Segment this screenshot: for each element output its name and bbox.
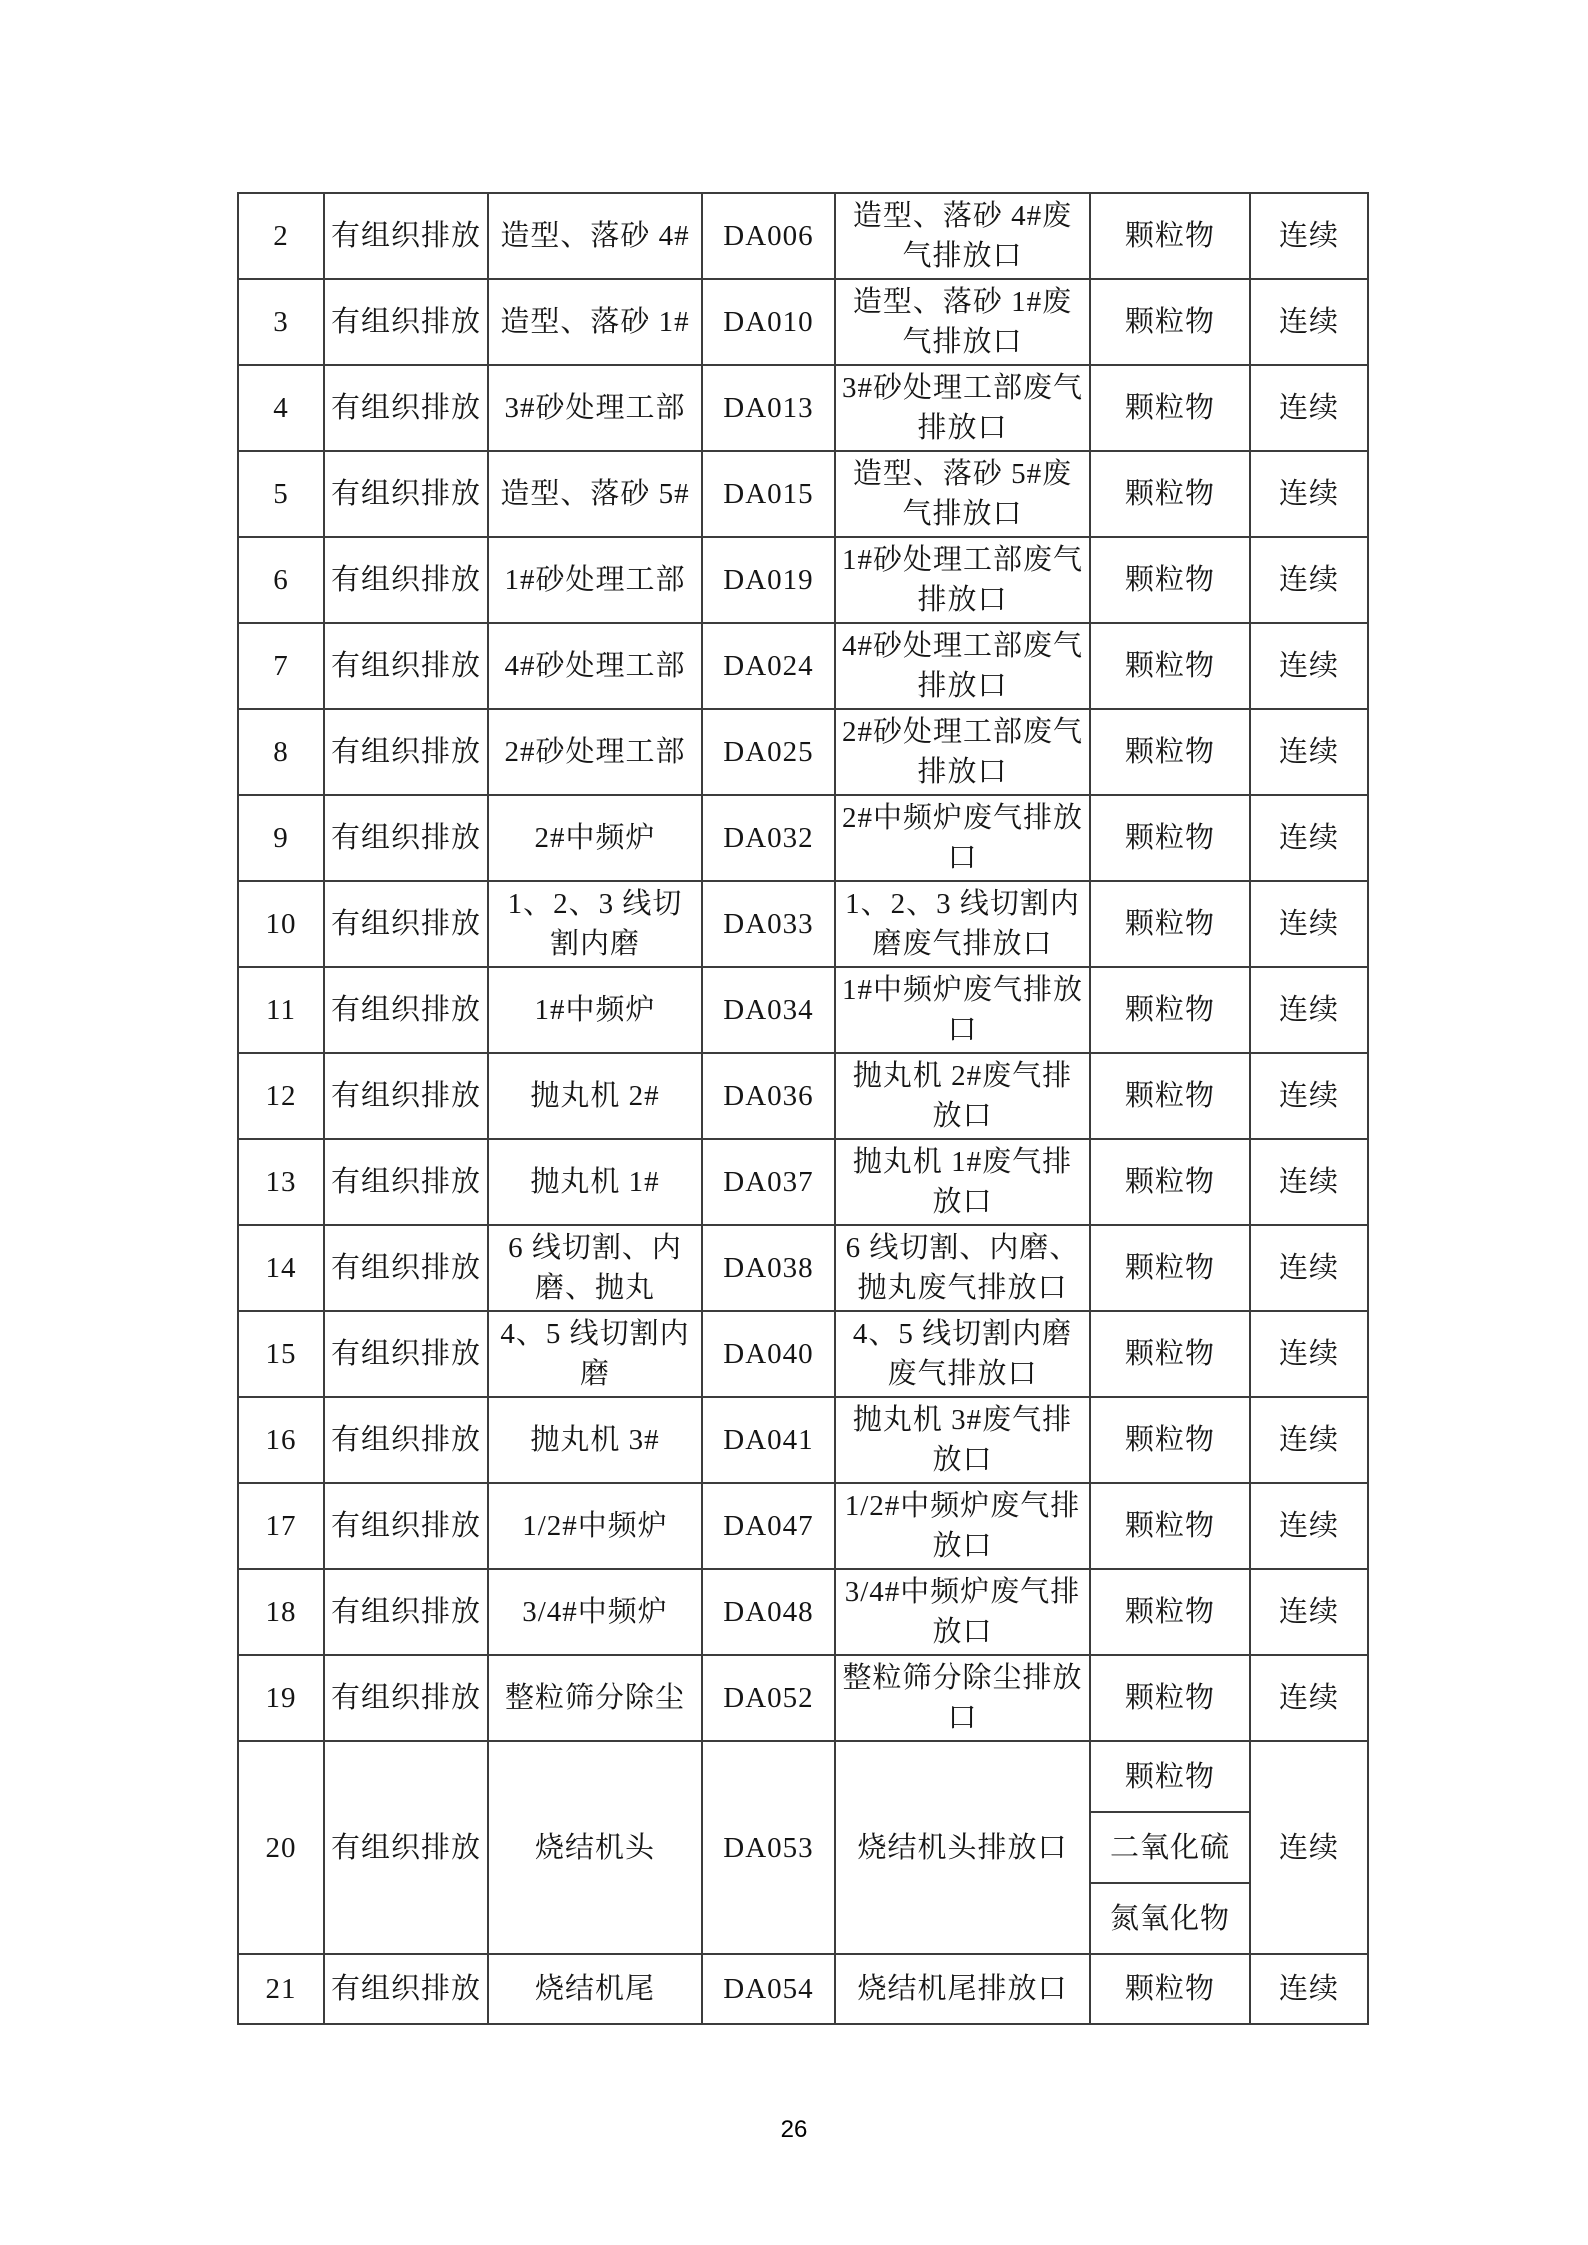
cell-outlet-code: DA019 <box>702 537 835 623</box>
cell-source-name: 4、5 线切割内磨 <box>488 1311 702 1397</box>
cell-outlet-code: DA025 <box>702 709 835 795</box>
cell-source-name: 2#砂处理工部 <box>488 709 702 795</box>
cell-monitor-frequency: 连续 <box>1250 1483 1368 1569</box>
cell-emission-type: 有组织排放 <box>324 451 488 537</box>
cell-monitor-frequency: 连续 <box>1250 193 1368 279</box>
cell-emission-type: 有组织排放 <box>324 279 488 365</box>
cell-source-name: 抛丸机 1# <box>488 1139 702 1225</box>
cell-row-no: 18 <box>238 1569 324 1655</box>
cell-pollutant: 氮氧化物 <box>1090 1883 1250 1954</box>
cell-source-name: 3#砂处理工部 <box>488 365 702 451</box>
cell-outlet-name: 1#中频炉废气排放口 <box>835 967 1090 1053</box>
cell-row-no: 21 <box>238 1954 324 2024</box>
cell-emission-type: 有组织排放 <box>324 1053 488 1139</box>
cell-pollutant: 颗粒物 <box>1090 451 1250 537</box>
table-row <box>238 709 1368 795</box>
cell-source-name: 烧结机尾 <box>488 1954 702 2024</box>
page-number: 26 <box>780 2116 808 2143</box>
cell-emission-type: 有组织排放 <box>324 1225 488 1311</box>
table-row <box>238 967 1368 1053</box>
table-row <box>238 451 1368 537</box>
cell-monitor-frequency: 连续 <box>1250 365 1368 451</box>
cell-monitor-frequency: 连续 <box>1250 967 1368 1053</box>
cell-pollutant: 颗粒物 <box>1090 1397 1250 1483</box>
cell-source-name: 烧结机头 <box>488 1741 702 1954</box>
cell-emission-type: 有组织排放 <box>324 193 488 279</box>
cell-outlet-name: 4、5 线切割内磨废气排放口 <box>835 1311 1090 1397</box>
cell-monitor-frequency: 连续 <box>1250 1139 1368 1225</box>
cell-source-name: 造型、落砂 1# <box>488 279 702 365</box>
cell-row-no: 6 <box>238 537 324 623</box>
cell-outlet-name: 1#砂处理工部废气排放口 <box>835 537 1090 623</box>
cell-monitor-frequency: 连续 <box>1250 1225 1368 1311</box>
cell-outlet-code: DA015 <box>702 451 835 537</box>
cell-emission-type: 有组织排放 <box>324 365 488 451</box>
cell-row-no: 8 <box>238 709 324 795</box>
cell-outlet-name: 2#中频炉废气排放口 <box>835 795 1090 881</box>
cell-emission-type: 有组织排放 <box>324 1569 488 1655</box>
emission-outlets-table <box>237 192 1369 2025</box>
cell-pollutant: 颗粒物 <box>1090 1954 1250 2024</box>
cell-row-no: 15 <box>238 1311 324 1397</box>
cell-monitor-frequency: 连续 <box>1250 1954 1368 2024</box>
table-row <box>238 1311 1368 1397</box>
cell-emission-type: 有组织排放 <box>324 1311 488 1397</box>
cell-pollutant: 颗粒物 <box>1090 1655 1250 1741</box>
cell-outlet-name: 整粒筛分除尘排放口 <box>835 1655 1090 1741</box>
cell-outlet-code: DA032 <box>702 795 835 881</box>
cell-source-name: 1/2#中频炉 <box>488 1483 702 1569</box>
cell-row-no: 14 <box>238 1225 324 1311</box>
cell-row-no: 19 <box>238 1655 324 1741</box>
cell-pollutant: 颗粒物 <box>1090 881 1250 967</box>
cell-monitor-frequency: 连续 <box>1250 1053 1368 1139</box>
cell-source-name: 整粒筛分除尘 <box>488 1655 702 1741</box>
cell-pollutant: 颗粒物 <box>1090 967 1250 1053</box>
cell-row-no: 5 <box>238 451 324 537</box>
cell-monitor-frequency: 连续 <box>1250 1655 1368 1741</box>
cell-pollutant: 颗粒物 <box>1090 193 1250 279</box>
cell-outlet-name: 1/2#中频炉废气排放口 <box>835 1483 1090 1569</box>
cell-monitor-frequency: 连续 <box>1250 1741 1368 1954</box>
cell-pollutant: 颗粒物 <box>1090 1483 1250 1569</box>
cell-source-name: 抛丸机 2# <box>488 1053 702 1139</box>
table-row <box>238 365 1368 451</box>
cell-source-name: 抛丸机 3# <box>488 1397 702 1483</box>
cell-outlet-name: 1、2、3 线切割内磨废气排放口 <box>835 881 1090 967</box>
cell-pollutant: 颗粒物 <box>1090 1139 1250 1225</box>
cell-row-no: 13 <box>238 1139 324 1225</box>
cell-emission-type: 有组织排放 <box>324 709 488 795</box>
cell-monitor-frequency: 连续 <box>1250 623 1368 709</box>
cell-monitor-frequency: 连续 <box>1250 537 1368 623</box>
table-row <box>238 795 1368 881</box>
cell-monitor-frequency: 连续 <box>1250 1397 1368 1483</box>
cell-row-no: 2 <box>238 193 324 279</box>
cell-row-no: 4 <box>238 365 324 451</box>
table-row <box>238 1569 1368 1655</box>
cell-outlet-name: 抛丸机 3#废气排放口 <box>835 1397 1090 1483</box>
cell-monitor-frequency: 连续 <box>1250 709 1368 795</box>
cell-pollutant: 颗粒物 <box>1090 1311 1250 1397</box>
cell-emission-type: 有组织排放 <box>324 1139 488 1225</box>
table-row <box>238 881 1368 967</box>
cell-outlet-name: 3#砂处理工部废气排放口 <box>835 365 1090 451</box>
cell-outlet-code: DA047 <box>702 1483 835 1569</box>
cell-emission-type: 有组织排放 <box>324 537 488 623</box>
cell-pollutant: 颗粒物 <box>1090 365 1250 451</box>
table-row <box>238 1139 1368 1225</box>
cell-row-no: 12 <box>238 1053 324 1139</box>
table-row <box>238 1053 1368 1139</box>
cell-row-no: 10 <box>238 881 324 967</box>
cell-pollutant: 颗粒物 <box>1090 1741 1250 1812</box>
cell-emission-type: 有组织排放 <box>324 1741 488 1954</box>
cell-outlet-code: DA036 <box>702 1053 835 1139</box>
cell-outlet-code: DA034 <box>702 967 835 1053</box>
cell-outlet-code: DA013 <box>702 365 835 451</box>
cell-outlet-code: DA038 <box>702 1225 835 1311</box>
cell-pollutant: 颗粒物 <box>1090 279 1250 365</box>
cell-pollutant: 颗粒物 <box>1090 1225 1250 1311</box>
table-row <box>238 623 1368 709</box>
cell-emission-type: 有组织排放 <box>324 881 488 967</box>
table-row <box>238 1397 1368 1483</box>
cell-row-no: 17 <box>238 1483 324 1569</box>
cell-monitor-frequency: 连续 <box>1250 795 1368 881</box>
cell-row-no: 9 <box>238 795 324 881</box>
cell-outlet-code: DA010 <box>702 279 835 365</box>
cell-outlet-name: 造型、落砂 5#废气排放口 <box>835 451 1090 537</box>
table-row <box>238 193 1368 279</box>
cell-outlet-name: 3/4#中频炉废气排放口 <box>835 1569 1090 1655</box>
cell-monitor-frequency: 连续 <box>1250 279 1368 365</box>
cell-pollutant: 颗粒物 <box>1090 1053 1250 1139</box>
cell-monitor-frequency: 连续 <box>1250 1569 1368 1655</box>
cell-emission-type: 有组织排放 <box>324 1655 488 1741</box>
cell-emission-type: 有组织排放 <box>324 623 488 709</box>
cell-emission-type: 有组织排放 <box>324 1954 488 2024</box>
cell-pollutant: 颗粒物 <box>1090 537 1250 623</box>
cell-row-no: 3 <box>238 279 324 365</box>
cell-source-name: 3/4#中频炉 <box>488 1569 702 1655</box>
cell-outlet-name: 抛丸机 2#废气排放口 <box>835 1053 1090 1139</box>
table-row <box>238 1954 1368 2024</box>
cell-monitor-frequency: 连续 <box>1250 881 1368 967</box>
cell-outlet-name: 烧结机头排放口 <box>835 1741 1090 1954</box>
cell-outlet-code: DA041 <box>702 1397 835 1483</box>
cell-row-no: 11 <box>238 967 324 1053</box>
cell-source-name: 6 线切割、内磨、抛丸 <box>488 1225 702 1311</box>
cell-pollutant: 颗粒物 <box>1090 795 1250 881</box>
cell-outlet-name: 6 线切割、内磨、抛丸废气排放口 <box>835 1225 1090 1311</box>
cell-outlet-name: 造型、落砂 4#废气排放口 <box>835 193 1090 279</box>
cell-outlet-code: DA048 <box>702 1569 835 1655</box>
cell-outlet-code: DA040 <box>702 1311 835 1397</box>
cell-outlet-code: DA006 <box>702 193 835 279</box>
cell-pollutant: 二氧化硫 <box>1090 1812 1250 1883</box>
cell-source-name: 造型、落砂 5# <box>488 451 702 537</box>
cell-row-no: 16 <box>238 1397 324 1483</box>
cell-source-name: 2#中频炉 <box>488 795 702 881</box>
cell-monitor-frequency: 连续 <box>1250 1311 1368 1397</box>
cell-source-name: 1、2、3 线切割内磨 <box>488 881 702 967</box>
cell-row-no: 7 <box>238 623 324 709</box>
cell-emission-type: 有组织排放 <box>324 967 488 1053</box>
cell-source-name: 1#砂处理工部 <box>488 537 702 623</box>
cell-pollutant: 颗粒物 <box>1090 709 1250 795</box>
cell-outlet-code: DA037 <box>702 1139 835 1225</box>
cell-source-name: 1#中频炉 <box>488 967 702 1053</box>
cell-outlet-name: 2#砂处理工部废气排放口 <box>835 709 1090 795</box>
cell-monitor-frequency: 连续 <box>1250 451 1368 537</box>
table-row <box>238 279 1368 365</box>
cell-outlet-name: 造型、落砂 1#废气排放口 <box>835 279 1090 365</box>
cell-emission-type: 有组织排放 <box>324 1397 488 1483</box>
cell-outlet-code: DA033 <box>702 881 835 967</box>
cell-outlet-name: 抛丸机 1#废气排放口 <box>835 1139 1090 1225</box>
table-row <box>238 1225 1368 1311</box>
cell-outlet-code: DA024 <box>702 623 835 709</box>
cell-outlet-code: DA054 <box>702 1954 835 2024</box>
cell-emission-type: 有组织排放 <box>324 795 488 881</box>
table-row <box>238 1741 1368 1812</box>
table-row <box>238 1655 1368 1741</box>
table-row <box>238 1483 1368 1569</box>
table-row <box>238 537 1368 623</box>
cell-outlet-code: DA052 <box>702 1655 835 1741</box>
cell-outlet-code: DA053 <box>702 1741 835 1954</box>
cell-source-name: 4#砂处理工部 <box>488 623 702 709</box>
cell-outlet-name: 烧结机尾排放口 <box>835 1954 1090 2024</box>
cell-outlet-name: 4#砂处理工部废气排放口 <box>835 623 1090 709</box>
cell-pollutant: 颗粒物 <box>1090 623 1250 709</box>
cell-emission-type: 有组织排放 <box>324 1483 488 1569</box>
cell-source-name: 造型、落砂 4# <box>488 193 702 279</box>
cell-pollutant: 颗粒物 <box>1090 1569 1250 1655</box>
cell-row-no: 20 <box>238 1741 324 1954</box>
